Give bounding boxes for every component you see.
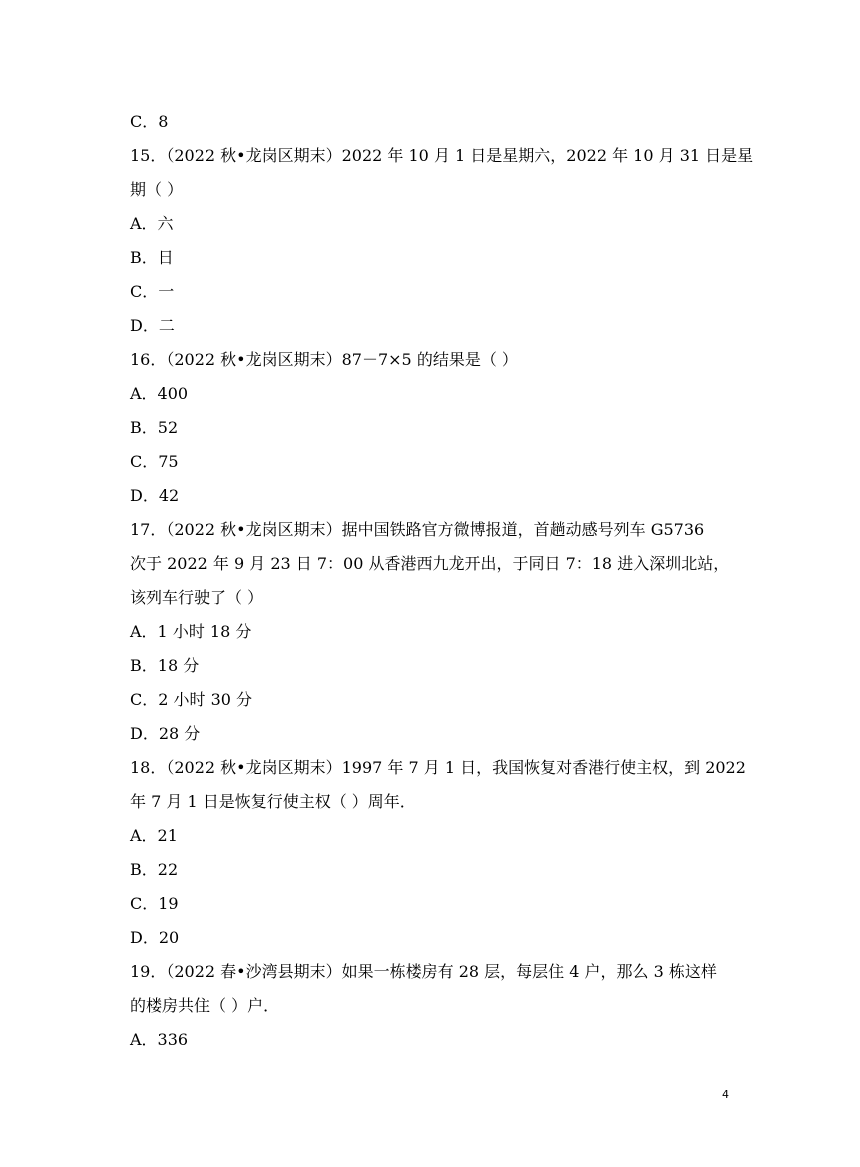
option-line: D．二	[130, 316, 175, 335]
option-line: C．8	[130, 112, 169, 131]
question-line: 期（ ）	[130, 180, 184, 199]
question-line: 年 7 月 1 日是恢复行使主权（ ）周年．	[130, 792, 416, 811]
page-number: 4	[722, 1088, 729, 1101]
option-line: A．400	[130, 384, 189, 403]
option-line: B．日	[130, 248, 174, 267]
option-line: A．336	[130, 1030, 189, 1049]
option-line: D．42	[130, 486, 180, 505]
question-line: 16．（2022 秋•龙岗区期末）87－7×5 的结果是（ ）	[130, 350, 518, 369]
question-line: 19．（2022 春•沙湾县期末）如果一栋楼房有 28 层，每层住 4 户，那么 3 栋这样	[130, 962, 717, 981]
option-line: D．28 分	[130, 724, 201, 743]
option-line: B．18 分	[130, 656, 200, 675]
option-line: C．75	[130, 452, 179, 471]
question-line: 次于 2022 年 9 月 23 日 7：00 从香港西九龙开出，于同日 7：18 进入深圳北站，	[130, 554, 730, 573]
option-line: C．2 小时 30 分	[130, 690, 253, 709]
question-line: 该列车行驶了（ ）	[130, 588, 264, 607]
question-line: 15．（2022 秋•龙岗区期末）2022 年 10 月 1 日是星期六，2022 年 10 月 31 日是星	[130, 146, 754, 165]
question-line: 18．（2022 秋•龙岗区期末）1997 年 7 月 1 日，我国恢复对香港行使主权，到 2022	[130, 758, 746, 777]
option-line: A．1 小时 18 分	[130, 622, 252, 641]
question-line: 17．（2022 秋•龙岗区期末）据中国铁路官方微博报道，首趟动感号列车 G5736	[130, 520, 705, 539]
option-line: A．六	[130, 214, 174, 233]
option-line: C．19	[130, 894, 179, 913]
question-line: 的楼房共住（ ）户．	[130, 996, 280, 1015]
option-line: A．21	[130, 826, 178, 845]
option-line: C．一	[130, 282, 175, 301]
option-line: B．52	[130, 418, 179, 437]
option-line: D．20	[130, 928, 180, 947]
option-line: B．22	[130, 860, 179, 879]
